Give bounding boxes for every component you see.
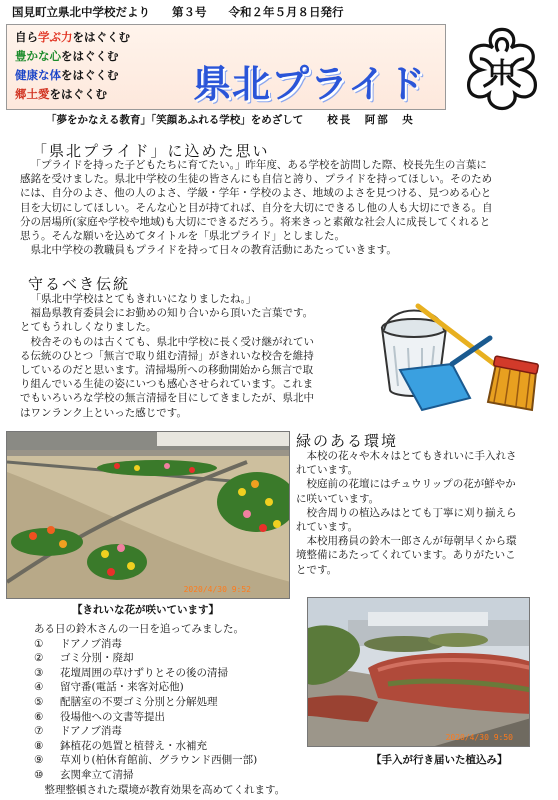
slogan-list [15,28,130,104]
list-item: ③ 花壇周囲の草けずりとその後の清掃 [34,666,228,679]
school-motto: 「夢をかなえる教育」「笑顔あふれる学校」をめざして 校長 阿部 央 [46,114,415,126]
list-item: ④ 留守番(電話・来客対応他) [34,681,184,694]
section2-body: 「県北中学校はとてもきれいになりましたね。」 福島県教育委員会にお勤めの知り合いから頂いた言葉です。 とてもうれしくなりました。 校舎そのものは古くても、県北中学校に長く受け継がれてい る伝統のひとつ「無言で取り組む清掃」がきれいな校舎を維持 しているのだと思います。清掃場所への移動開始から無言で取 り組んでいる生徒の姿にいつも感心させられています。これま でもいろいろな学校の無言清掃を目にしてきましたが、県北中 はワンランク上といった感じです。 [20,293,314,419]
slogan-item: 自ら学ぶ力をはぐくむ [15,30,130,44]
issue-date: 令和２年５月８日発行 [228,5,344,19]
section3-body: 本校の花々や木々はとてもきれいに手入れさ れています。 校庭前の花壇にはチュウリップの花が鮮やか に咲いています。 校舎周りの植込みはとても丁寧に刈り揃えら れています。 本校用務員の鈴木一郎さんが毎朝早くから環 境整備にあたってくれています。ありがたいこ とです。 [296,450,517,576]
hedge-photo [307,597,530,747]
school-emblem-icon [456,22,548,114]
daily-schedule [34,622,304,797]
section3-heading: 緑のある環境 [296,432,399,450]
issue-number: 第３号 [172,5,207,19]
cleaning-tools-illustration-icon [360,298,550,420]
section2-heading: 守るべき伝統 [28,275,131,293]
photo-timestamp: 2020/4/30 9:50 [445,733,513,742]
list-item: ⑤ 配膳室の不要ゴミ分別と分解処理 [34,695,218,708]
slogan-banner [6,24,446,110]
hedge-image [308,598,530,747]
section1-body: 「プライドを持った子どもたちに育てたい。」昨年度、ある学校を訪問した際、校長先生の言葉に 感銘を受けました。県北中学校の生徒の皆さんにも自信と誇り、プライドを持ってほしい。そのため には、自分のよさ、他の人のよさ、学級・学年・学校のよさ、地域のよさを見つける、見つめる心と 目を大切にしてほしい。そんな心と目が持てれば、自分を大切にできるし他の人も大切にできる。自 分の居場所(家庭や学校や地域)も大切にできるだろう。将来きっと素敵な社会人に成長してくれると 思う。そんな願いを込めてタイトルを「県北プライド」としました。 県北中学校の教職員もプライドを持って日々の教育活動にあたっていきます。 [20,159,493,257]
photo-timestamp: 2020/4/30 9:52 [183,585,251,594]
flower-bed-photo [6,431,290,599]
list-item: ② ゴミ分別・廃却 [34,652,134,665]
slogan-item: 健康な体をはぐくむ [15,68,119,82]
schedule-closing: 整理整頓された環境が教育効果を高めてくれます。 [44,783,286,796]
list-item: ⑧ 鉢植花の処置と植替え・水補充 [34,739,207,752]
emblem-character: 中 [488,56,516,90]
school-name: 国見町立県北中学校だより [12,5,150,19]
hedge-photo-caption: 【手入が行き届いた植込み】 [371,754,508,766]
masthead [12,4,362,24]
list-item: ① ドアノブ消毒 [34,637,122,650]
flower-photo-caption: 【きれいな花が咲いています】 [72,604,219,616]
newsletter-header [6,4,552,132]
principal-name: 校長 阿部 央 [327,114,415,126]
slogan-item: 郷土愛をはぐくむ [15,87,107,101]
newsletter-title: 県北プライド [193,62,426,106]
list-item: ⑨ 草刈り(柏休育館前、グラウンド西側一部) [34,754,258,767]
schedule-intro: ある日の鈴木さんの一日を追ってみました。 [34,623,244,635]
list-item: ⑩ 玄関傘立て清掃 [34,768,134,781]
slogan-item: 豊かな心をはぐくむ [15,49,119,63]
flower-bed-image [7,432,290,599]
section1-heading: 「県北プライド」に込めた思い [32,142,270,160]
list-item: ⑦ ドアノブ消毒 [34,725,122,738]
list-item: ⑥ 役場他への文書等提出 [34,710,165,723]
